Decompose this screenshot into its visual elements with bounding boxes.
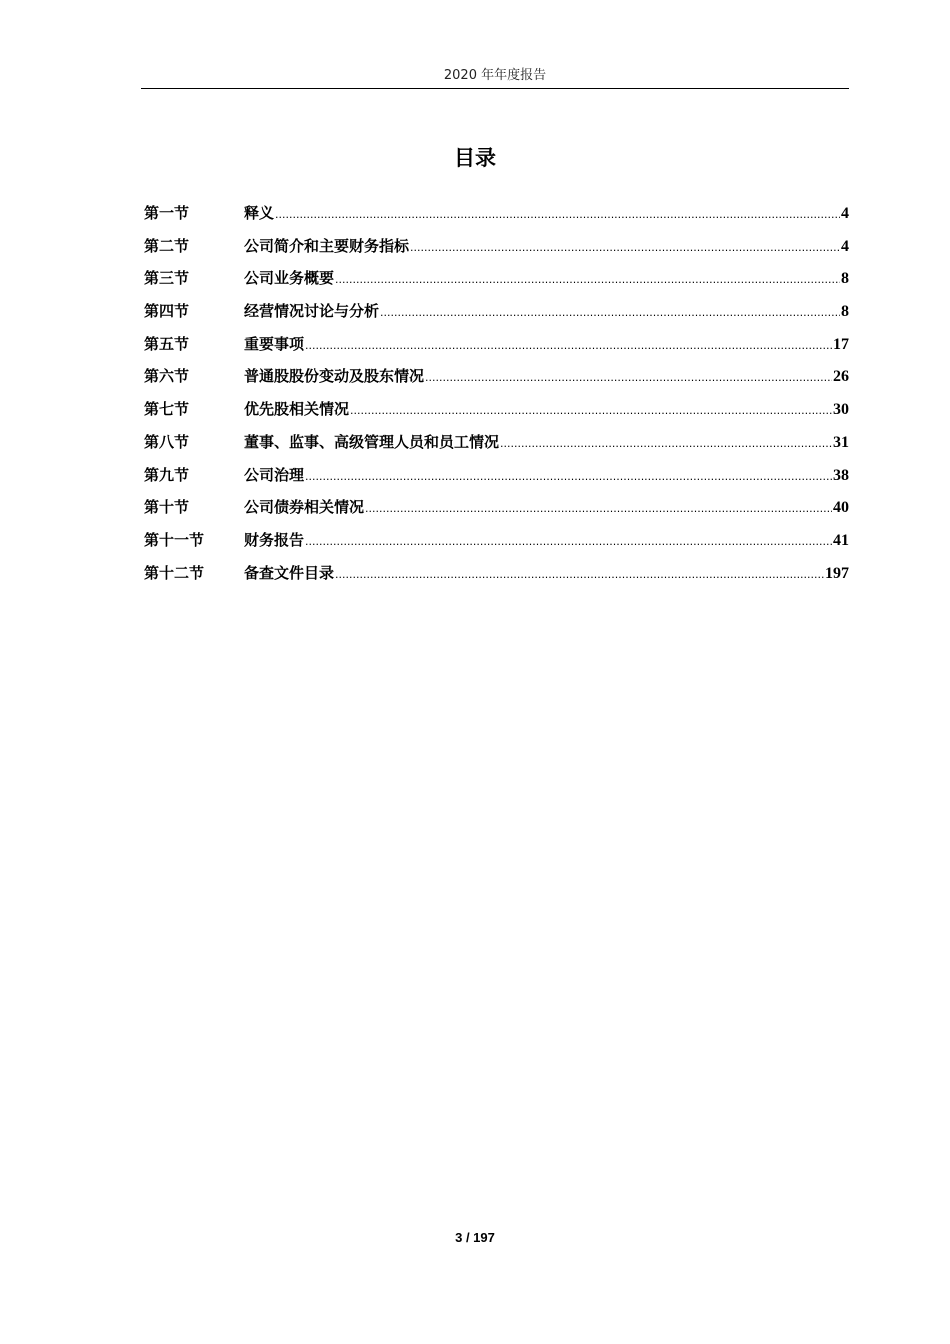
toc-section-name: 公司治理	[244, 465, 305, 484]
toc-page-number: 17	[833, 335, 849, 353]
toc-section-label: 第四节	[144, 302, 190, 321]
toc-dot-leader	[350, 394, 832, 426]
toc-page-number: 8	[841, 303, 849, 321]
toc-page-number: 31	[833, 433, 849, 451]
toc-entry[interactable]	[144, 427, 849, 460]
toc-page-number: 41	[833, 531, 849, 549]
toc-section-name: 经营情况讨论与分析	[244, 302, 380, 321]
toc-entry[interactable]	[144, 394, 849, 427]
toc-section-name: 普通股股份变动及股东情况	[244, 367, 425, 386]
toc-section-label: 第三节	[144, 269, 190, 288]
toc-page-number: 30	[833, 401, 849, 419]
toc-section-name: 释义	[244, 204, 275, 222]
toc-entry[interactable]	[144, 263, 849, 296]
toc-section-label: 第一节	[144, 204, 190, 222]
toc-dot-leader	[380, 296, 840, 328]
toc-section-name: 重要事项	[244, 334, 305, 353]
toc-dot-leader	[305, 460, 832, 492]
toc-section-name: 财务报告	[244, 530, 305, 549]
toc-dot-leader	[500, 427, 832, 459]
toc-section-label: 第九节	[144, 465, 190, 484]
toc-section-name: 公司债券相关情况	[244, 498, 365, 517]
toc-section-name: 公司简介和主要财务指标	[244, 236, 410, 255]
toc-page-number: 40	[833, 499, 849, 517]
toc-section-label: 第二节	[144, 236, 190, 255]
toc-dot-leader	[275, 198, 840, 230]
toc-page-number: 4	[841, 205, 849, 222]
toc-page-number: 197	[825, 564, 849, 582]
toc-dot-leader	[305, 525, 832, 557]
page-header	[141, 66, 849, 89]
toc-dot-leader	[335, 558, 824, 590]
toc-title: 目录	[454, 146, 496, 170]
header-text: 2020 年年度报告	[443, 68, 547, 83]
toc-dot-leader	[365, 492, 832, 524]
page-footer	[0, 1228, 950, 1248]
toc-page-number: 26	[833, 368, 849, 386]
toc-page-number: 4	[841, 237, 849, 255]
toc-dot-leader	[410, 231, 840, 263]
toc-entry[interactable]	[144, 231, 849, 264]
toc-section-label: 第八节	[144, 432, 190, 451]
toc-section-label: 第五节	[144, 334, 190, 353]
toc-entry[interactable]	[144, 525, 849, 558]
toc-section-name: 董事、监事、高级管理人员和员工情况	[244, 432, 500, 451]
toc-entry[interactable]	[144, 460, 849, 493]
toc-entry[interactable]	[144, 198, 849, 231]
toc-entry[interactable]	[144, 558, 849, 591]
toc-section-label: 第十节	[144, 498, 190, 517]
toc-section-name: 公司业务概要	[244, 269, 335, 288]
toc-page-number: 8	[841, 270, 849, 288]
toc-entry[interactable]	[144, 329, 849, 362]
toc-dot-leader	[335, 263, 840, 295]
page-indicator: 3 / 197	[455, 1230, 495, 1245]
toc-section-name: 备查文件目录	[244, 563, 335, 582]
toc-section-label: 第六节	[144, 367, 190, 386]
toc-section-label: 第七节	[144, 400, 190, 419]
toc-section-label: 第十一节	[144, 530, 205, 549]
toc-section-name: 优先股相关情况	[244, 400, 350, 419]
toc-entry[interactable]	[144, 361, 849, 394]
toc-section-label: 第十二节	[144, 563, 205, 582]
toc-dot-leader	[305, 329, 832, 361]
toc-entry[interactable]	[144, 296, 849, 329]
table-of-contents	[144, 198, 849, 590]
toc-entry[interactable]	[144, 492, 849, 525]
toc-page-number: 38	[833, 466, 849, 484]
toc-dot-leader	[425, 361, 832, 393]
